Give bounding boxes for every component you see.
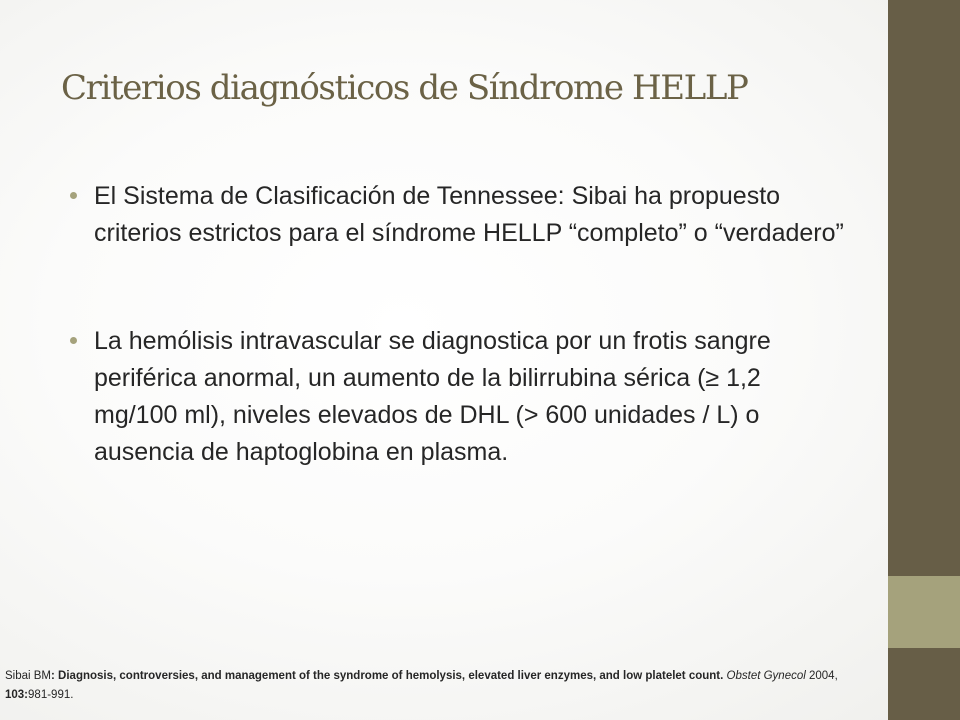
citation-pages: 981-991. bbox=[28, 689, 74, 701]
bullet-item bbox=[70, 323, 850, 471]
bullet-text: El Sistema de Clasificación de Tennessee: Sibai ha propuesto criterios estrictos para el síndrome HELLP “completo” o “verdadero” bbox=[94, 182, 844, 247]
bullet-marker-icon bbox=[70, 337, 77, 344]
citation-journal: Obstet Gynecol bbox=[726, 670, 806, 682]
citation-author: Sibai BM bbox=[5, 670, 52, 682]
slide-title: Criterios diagnósticos de Síndrome HELLP bbox=[61, 68, 748, 108]
bullet-text: La hemólisis intravascular se diagnostica por un frotis sangre periférica anormal, un aumento de la bilirrubina sérica (≥ 1,2 mg/100 ml), niveles elevados de DHL (> 600 unidades / L) o ausencia de haptoglobina en plasma. bbox=[94, 327, 771, 466]
citation-title: : Diagnosis, controversies, and management of the syndrome of hemolysis, elevated liver enzymes, and low platelet count. bbox=[51, 670, 724, 682]
citation-year: 2004, bbox=[809, 670, 838, 682]
sidebar-dark-block-bottom bbox=[888, 648, 960, 720]
bullet-list bbox=[70, 178, 850, 471]
sidebar-dark-block-top bbox=[888, 0, 960, 576]
citation-volume: 103: bbox=[5, 689, 29, 701]
bullet-item bbox=[70, 178, 850, 252]
sidebar-light-block bbox=[888, 576, 960, 648]
bullet-marker-icon bbox=[70, 192, 77, 199]
reference-citation bbox=[5, 667, 865, 705]
decorative-sidebar bbox=[888, 0, 960, 720]
